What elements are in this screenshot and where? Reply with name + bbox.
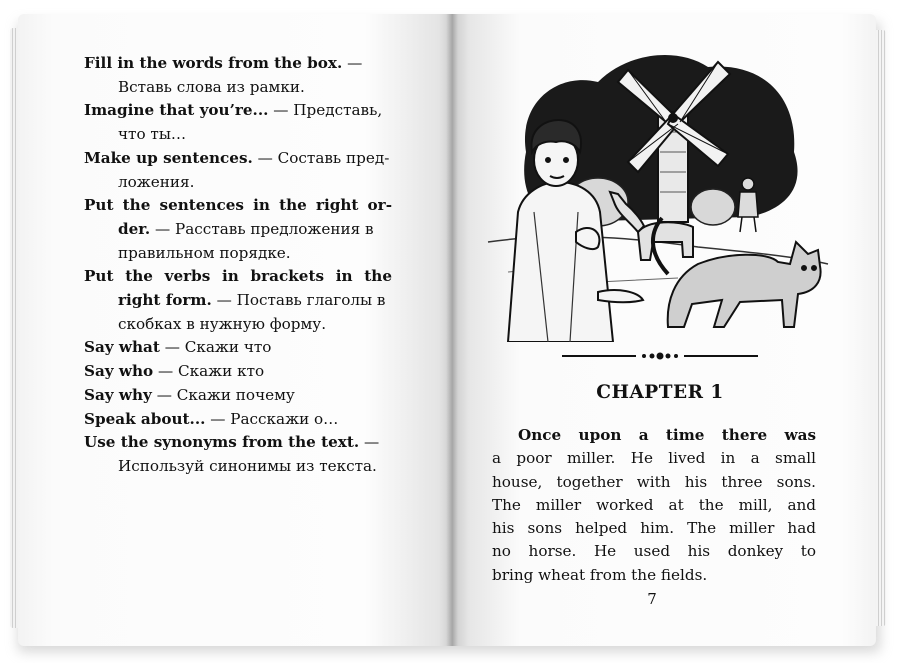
decorative-divider — [560, 348, 760, 364]
entry-russian: — Расскажи о… — [210, 409, 339, 428]
entry-russian-continued: Вставь слова из рамки. — [118, 77, 305, 96]
glossary-entry — [84, 194, 392, 265]
entry-english: Speak about... — [84, 409, 206, 428]
entry-english: Fill in the words from the box. — [84, 54, 343, 72]
entry-russian: — Скажи кто — [158, 362, 265, 381]
entry-russian-continued: ложения. — [118, 172, 195, 191]
glossary-entry — [84, 384, 392, 408]
entry-russian: — — [347, 54, 363, 72]
entry-russian: — Скажи почему — [156, 385, 295, 404]
book-spine — [446, 14, 458, 646]
entry-russian: — — [363, 433, 380, 452]
page-number: 7 — [647, 590, 657, 608]
entry-russian-continued: Используй синонимы из текста. — [118, 456, 377, 475]
entry-russian: — Поставь глаголы в — [216, 291, 386, 310]
story-paragraph — [492, 424, 816, 587]
entry-continued — [84, 289, 392, 313]
entry-russian-continued: что ты… — [118, 125, 187, 144]
story-line: house, together with his three sons. — [492, 472, 816, 491]
chapter-illustration — [478, 42, 834, 342]
entry-russian: — Скажи что — [164, 338, 272, 357]
instructions-glossary — [84, 52, 392, 479]
entry-english: Put the verbs in brackets in the — [84, 267, 392, 286]
entry-english: Put the sentences in the right or- — [84, 196, 392, 215]
glossary-entry — [84, 99, 392, 146]
story-line: a poor miller. He lived in a small — [492, 449, 816, 468]
entry-russian: — Составь пред- — [257, 148, 390, 167]
glossary-entry — [84, 147, 392, 194]
glossary-entry — [84, 360, 392, 384]
glossary-entry — [84, 431, 392, 478]
story-line: no horse. He used his donkey to — [492, 542, 816, 561]
chapter-title: CHAPTER 1 — [596, 382, 724, 403]
entry-english: Use the synonyms from the text. — [84, 433, 360, 452]
entry-english: Say who — [84, 362, 154, 381]
entry-continued — [84, 218, 392, 242]
glossary-entry — [84, 336, 392, 360]
glossary-entry — [84, 408, 392, 432]
entry-english: Imagine that you’re... — [84, 101, 269, 120]
entry-english: Say what — [84, 338, 160, 357]
entry-russian: — Расставь предложения в — [155, 219, 374, 238]
story-line: Once upon a time there was — [518, 426, 816, 444]
story-line: his sons helped him. The miller had — [492, 519, 816, 538]
story-line: bring wheat from the fields. — [492, 565, 708, 584]
entry-russian-continued: правильном порядке. — [118, 243, 291, 262]
entry-russian: — Представь, — [273, 101, 383, 120]
glossary-entry — [84, 52, 392, 99]
glossary-entry — [84, 265, 392, 336]
entry-english-continued: right form. — [118, 291, 212, 310]
story-line: The miller worked at the mill, and — [492, 495, 816, 514]
entry-english: Say why — [84, 385, 152, 404]
entry-english-continued: der. — [118, 219, 151, 238]
entry-english: Make up sentences. — [84, 148, 253, 167]
entry-russian-continued: скобках в нужную форму. — [118, 314, 327, 333]
